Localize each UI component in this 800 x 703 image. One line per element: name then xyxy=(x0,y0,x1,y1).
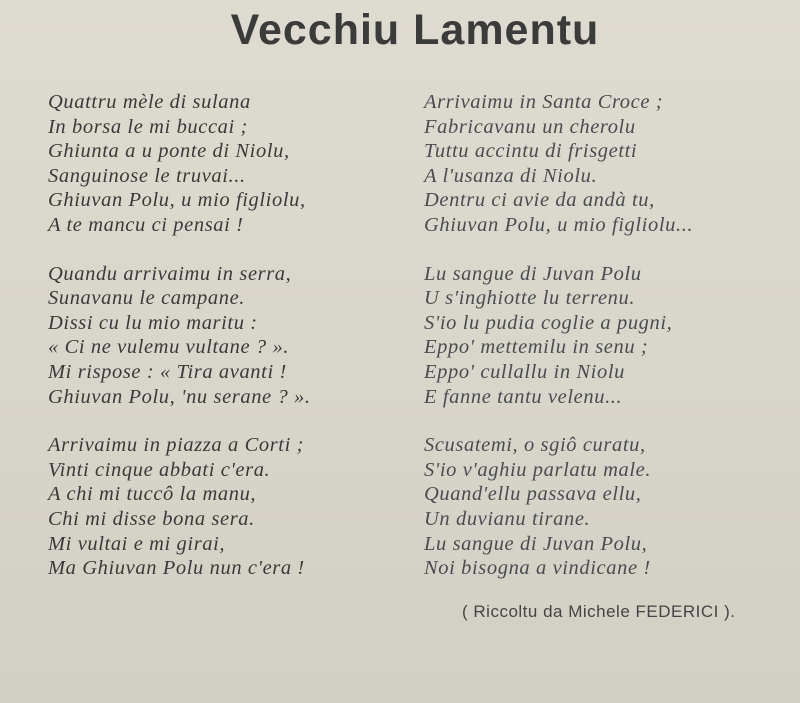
stanza xyxy=(48,90,428,238)
verse-line: Ghiuvan Polu, u mio figliolu... xyxy=(424,213,694,236)
left-column xyxy=(48,90,428,605)
poem-title: Vecchiu Lamentu xyxy=(230,6,600,54)
verse-line: Mi rispose : « Tira avanti ! xyxy=(48,360,287,383)
verse-line: Ghiuvan Polu, u mio figliolu, xyxy=(48,189,306,212)
stanza xyxy=(424,262,800,410)
verse-line: Sunavanu le campane. xyxy=(48,287,246,310)
stanza xyxy=(424,433,800,581)
verse-line: Quandu arrivaimu in serra, xyxy=(48,262,292,285)
right-column xyxy=(424,90,800,605)
verse-line: Chi mi disse bona sera. xyxy=(48,507,255,530)
verse-line: Dissi cu lu mio maritu : xyxy=(48,311,258,334)
verse-line: A te mancu ci pensai ! xyxy=(48,213,244,236)
verse-line: Arrivaimu in Santa Croce ; xyxy=(424,91,664,113)
verse-line: Vinti cinque abbati c'era. xyxy=(48,458,271,481)
verse-line: In borsa le mi buccai ; xyxy=(48,115,248,138)
attribution-credit: ( Riccoltu da Michele FEDERICI ). xyxy=(462,602,736,621)
verse-line: Eppo' mettemilu in senu ; xyxy=(424,336,649,359)
verse-line: Mi vultai e mi girai, xyxy=(48,532,226,555)
verse-line: Sanguinose le truvai... xyxy=(48,164,246,187)
verse-line: A chi mi tuccô la manu, xyxy=(48,483,257,506)
verse-line: Lu sangue di Juvan Polu, xyxy=(424,532,648,555)
verse-line: Ghiunta a u ponte di Niolu, xyxy=(48,140,290,163)
verse-line: Fabricavanu un cherolu xyxy=(424,115,636,138)
verse-line: Scusatemi, o sgiô curatu, xyxy=(424,434,646,457)
verse-line: Dentru ci avie da andà tu, xyxy=(424,189,655,212)
stanza xyxy=(48,262,428,410)
verse-line: Noi bisogna a vindicane ! xyxy=(424,557,651,580)
verse-line: Eppo' cullallu in Niolu xyxy=(424,360,625,383)
verse-line: U s'inghiotte lu terrenu. xyxy=(424,287,636,310)
verse-line: Ghiuvan Polu, 'nu serane ? ». xyxy=(48,385,311,408)
verse-line: Quattru mèle di sulana xyxy=(48,91,251,113)
verse-line: S'io v'aghiu parlatu male. xyxy=(424,458,652,481)
verse-line: E fanne tantu velenu... xyxy=(424,385,623,408)
verse-line: S'io lu pudia coglie a pugni, xyxy=(424,311,673,334)
verse-line: A l'usanza di Niolu. xyxy=(424,164,598,187)
verse-line: Arrivaimu in piazza a Corti ; xyxy=(48,434,305,457)
verse-line: Lu sangue di Juvan Polu xyxy=(424,262,642,285)
stanza xyxy=(48,433,428,581)
verse-line: Tuttu accintu di frisgetti xyxy=(424,140,638,163)
verse-line: Ma Ghiuvan Polu nun c'era ! xyxy=(48,557,305,580)
verse-line: Un duvianu tirane. xyxy=(424,507,591,530)
verse-line: Quand'ellu passava ellu, xyxy=(424,483,642,506)
stanza xyxy=(424,90,800,238)
verse-line: « Ci ne vulemu vultane ? ». xyxy=(48,336,290,359)
